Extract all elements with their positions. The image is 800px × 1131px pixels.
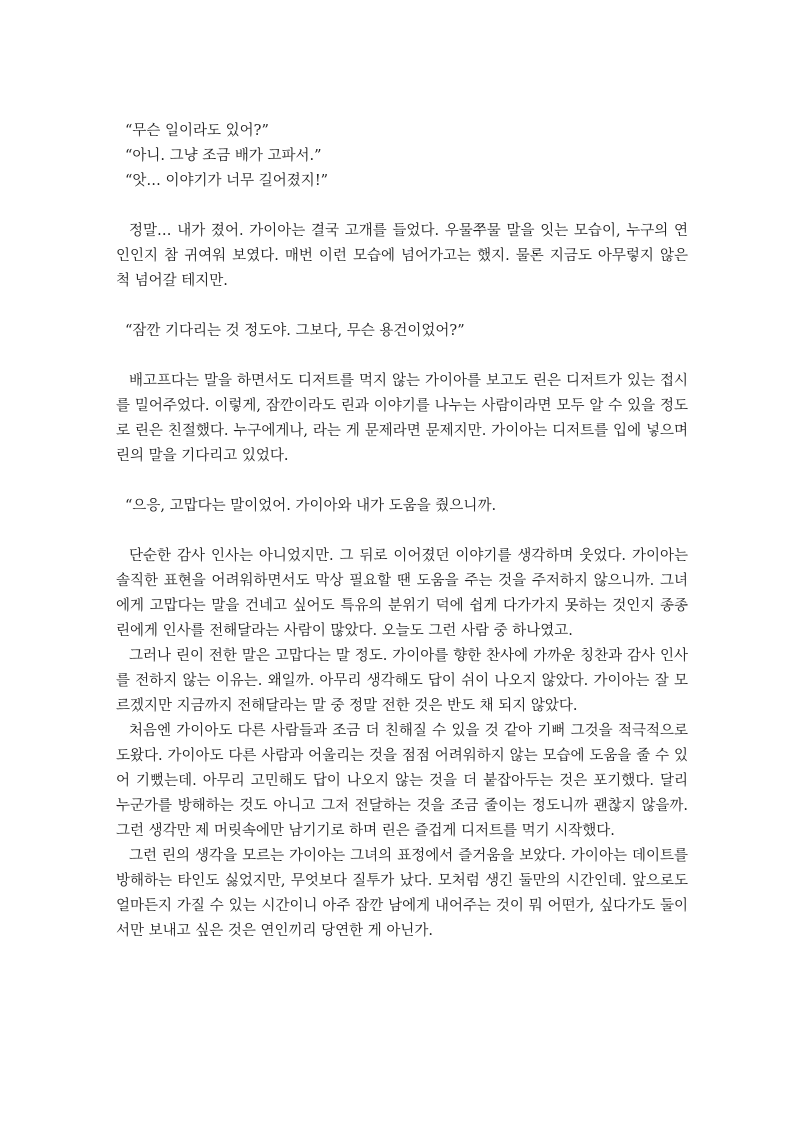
- paragraph: 배고프다는 말을 하면서도 디저트를 먹지 않는 가이아를 보고도 린은 디저트가 있는 접시를 밀어주었다. 이렇게, 잠깐이라도 린과 이야기를 나누는 사람이라면 모두 알 수 있을 정도로 린은 친절했다. 누구에게나, 라는 게 문제라면 문제지만. 가이아는 디저트를 입에 넣으며 린의 말을 기다리고 있었다.: [116, 373, 688, 464]
- dialogue-line: “앗… 이야기가 너무 길어졌지!”: [125, 173, 329, 189]
- paragraph: 정말… 내가 졌어. 가이아는 결국 고개를 들었다. 우물쭈물 말을 잇는 모습이, 누구의 연인인지 참 귀여워 보였다. 매번 이런 모습에 넘어가고는 했지. 물론 지금도 아무렇지 않은 척 넘어갈 테지만.: [116, 223, 688, 289]
- dialogue-line: “무슨 일이라도 있어?”: [125, 123, 269, 139]
- dialogue-line: “아니. 그냥 조금 배가 고파서.”: [125, 148, 322, 164]
- paragraph-gap: [116, 519, 688, 544]
- paragraph-gap: [116, 194, 688, 219]
- paragraph-gap: [116, 344, 688, 369]
- dialogue-line: “으응, 고맙다는 말이었어. 가이아와 내가 도움을 줬으니까.: [125, 498, 497, 514]
- paragraph: 그러나 린이 전한 말은 고맙다는 말 정도. 가이아를 향한 찬사에 가까운 칭찬과 감사 인사를 전하지 않는 이유는. 왜일까. 아무리 생각해도 답이 쉬이 나오지 않았다. 가이아는 잘 모르겠지만 지금까지 전해달라는 말 중 정말 전한 것은 반도 채 되지 않았다.: [116, 648, 688, 714]
- document-page: [116, 119, 688, 944]
- paragraph: 그런 린의 생각을 모르는 가이아는 그녀의 표정에서 즐거움을 보았다. 가이아는 데이트를 방해하는 타인도 싫었지만, 무엇보다 질투가 났다. 모처럼 생긴 둘만의 시간인데. 앞으로도 얼마든지 가질 수 있는 시간이니 아주 잠깐 남에게 내어주는 것이 뭐 어떤가, 싶다가도 둘이서만 보내고 싶은 것은 연인끼리 당연한 게 아닌가.: [116, 848, 688, 939]
- paragraph: 처음엔 가이아도 다른 사람들과 조금 더 친해질 수 있을 것 같아 기뻐 그것을 적극적으로 도왔다. 가이아도 다른 사람과 어울리는 것을 점점 어려워하지 않는 모습에 도움을 줄 수 있어 기뻤는데. 아무리 고민해도 답이 나오지 않는 것을 더 붙잡아두는 것은 포기했다. 달리 누군가를 방해하는 것도 아니고 그저 전달하는 것을 조금 줄이는 정도니까 괜찮지 않을까. 그런 생각만 제 머릿속에만 남기기로 하며 린은 즐겁게 디저트를 먹기 시작했다.: [116, 723, 688, 839]
- paragraph: 단순한 감사 인사는 아니었지만. 그 뒤로 이어졌던 이야기를 생각하며 웃었다. 가이아는 솔직한 표현을 어려워하면서도 막상 필요할 땐 도움을 주는 것을 주저하지 않으니까. 그녀에게 고맙다는 말을 건네고 싶어도 특유의 분위기 덕에 쉽게 다가가지 못하는 것인지 종종 린에게 인사를 전해달라는 사람이 많았다. 오늘도 그런 사람 중 하나였고.: [116, 548, 688, 639]
- paragraph-gap: [116, 469, 688, 494]
- dialogue-line: “잠깐 기다리는 것 정도야. 그보다, 무슨 용건이었어?”: [125, 323, 465, 339]
- paragraph-gap: [116, 294, 688, 319]
